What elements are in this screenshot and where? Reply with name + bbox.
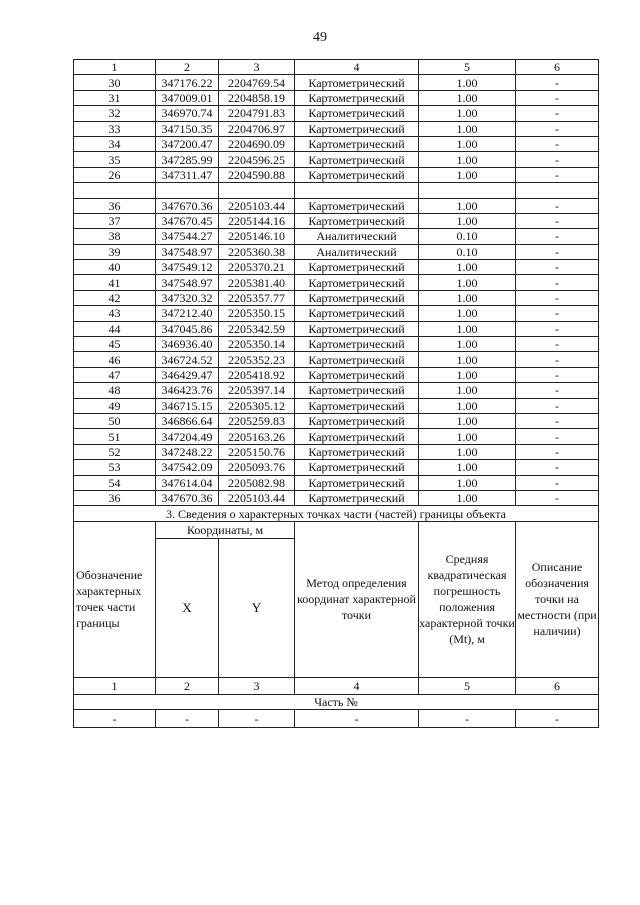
accuracy-cell: 1.00 [419,475,516,490]
description-cell: - [516,75,599,90]
accuracy-cell: 1.00 [419,290,516,305]
column-number: 5 [419,60,516,75]
description-cell: - [516,460,599,475]
x-coordinate-cell: 347614.04 [156,475,219,490]
column-number: 5 [419,677,516,694]
description-cell: - [516,352,599,367]
x-coordinate-cell: 347544.27 [156,229,219,244]
x-coordinate-cell: 346715.15 [156,398,219,413]
method-cell: Картометрический [295,352,419,367]
point-number-cell: 39 [74,244,156,259]
column-number-row-2 [74,677,599,694]
y-coordinate-cell: 2205342.59 [219,321,295,336]
x-coordinate-cell: 346970.74 [156,106,219,121]
method-cell: Картометрический [295,213,419,228]
y-coordinate-cell: 2205146.10 [219,229,295,244]
point-number-cell: 42 [74,290,156,305]
description-cell: - [516,136,599,151]
x-coordinate-cell: 347320.32 [156,290,219,305]
x-coordinate-cell: 346429.47 [156,367,219,382]
y-coordinate-cell: 2205093.76 [219,460,295,475]
column-number: 1 [74,677,156,694]
table-row [74,260,599,275]
description-cell: - [516,306,599,321]
point-number-cell: 47 [74,367,156,382]
method-cell: Картометрический [295,152,419,167]
x-coordinate-cell: 347045.86 [156,321,219,336]
part-label: Часть № [74,694,599,709]
y-coordinate-cell: 2204590.88 [219,167,295,182]
description-cell: - [516,152,599,167]
x-coordinate-cell: 347200.47 [156,136,219,151]
accuracy-cell: 1.00 [419,383,516,398]
x-coordinate-cell: 346936.40 [156,337,219,352]
y-coordinate-cell: 2205103.44 [219,198,295,213]
blank-separator-row [74,183,599,198]
method-cell: Картометрический [295,260,419,275]
table-row [74,167,599,182]
description-cell: - [516,229,599,244]
x-coordinate-cell: 347150.35 [156,121,219,136]
header-coords: Координаты, м [156,521,295,538]
table-row [74,213,599,228]
y-coordinate-cell: 2204791.83 [219,106,295,121]
x-coordinate-cell: 347548.97 [156,244,219,259]
table-row [74,121,599,136]
method-cell: Картометрический [295,383,419,398]
x-coordinate-cell: 347248.22 [156,444,219,459]
y-coordinate-cell: 2204706.97 [219,121,295,136]
table-row [74,429,599,444]
accuracy-cell: 1.00 [419,460,516,475]
column-number: 4 [295,677,419,694]
accuracy-cell: 1.00 [419,121,516,136]
point-number-cell: 36 [74,198,156,213]
accuracy-cell: 0.10 [419,229,516,244]
method-cell: Картометрический [295,136,419,151]
accuracy-cell: 1.00 [419,490,516,505]
description-cell: - [516,490,599,505]
description-cell: - [516,337,599,352]
y-coordinate-cell: 2205370.21 [219,260,295,275]
description-cell: - [516,198,599,213]
description-cell: - [516,290,599,305]
point-number-cell: 54 [74,475,156,490]
y-coordinate-cell: 2204690.09 [219,136,295,151]
point-number-cell: 36 [74,490,156,505]
header-desc: Описание обозначения точки на местности (при наличии) [516,521,599,677]
accuracy-cell: 1.00 [419,321,516,336]
section-title: 3. Сведения о характерных точках части (частей) границы объекта [74,506,599,521]
method-cell: Картометрический [295,398,419,413]
x-coordinate-cell: 347670.36 [156,198,219,213]
accuracy-cell: 1.00 [419,90,516,105]
point-number-cell: 48 [74,383,156,398]
table-row [74,136,599,151]
empty-value: - [516,710,599,728]
table-row [74,198,599,213]
method-cell: Картометрический [295,275,419,290]
point-number-cell: 49 [74,398,156,413]
method-cell: Картометрический [295,121,419,136]
x-coordinate-cell: 347311.47 [156,167,219,182]
method-cell: Аналитический [295,244,419,259]
accuracy-cell: 1.00 [419,136,516,151]
x-coordinate-cell: 347285.99 [156,152,219,167]
description-cell: - [516,260,599,275]
x-coordinate-cell: 347549.12 [156,260,219,275]
column-number: 6 [516,60,599,75]
y-coordinate-cell: 2204858.19 [219,90,295,105]
table-row [74,275,599,290]
description-cell: - [516,167,599,182]
points-table [73,59,599,728]
header-mt: Средняя квадратическая погрешность положения характерной точки (Mt), м [419,521,516,677]
accuracy-cell: 0.10 [419,244,516,259]
x-coordinate-cell: 347548.97 [156,275,219,290]
point-number-cell: 37 [74,213,156,228]
method-cell: Картометрический [295,321,419,336]
header-y: Y [219,538,295,677]
method-cell: Картометрический [295,490,419,505]
x-coordinate-cell: 347542.09 [156,460,219,475]
table-row [74,383,599,398]
method-cell: Картометрический [295,413,419,428]
header-row-1 [74,521,599,538]
table-row [74,444,599,459]
column-number-row [74,60,599,75]
accuracy-cell: 1.00 [419,413,516,428]
y-coordinate-cell: 2205381.40 [219,275,295,290]
empty-value: - [219,710,295,728]
method-cell: Картометрический [295,167,419,182]
description-cell: - [516,321,599,336]
table-row [74,367,599,382]
point-number-cell: 41 [74,275,156,290]
table-row [74,321,599,336]
x-coordinate-cell: 346724.52 [156,352,219,367]
description-cell: - [516,398,599,413]
header-method: Метод определения координат характерной точки [295,521,419,677]
y-coordinate-cell: 2205150.76 [219,444,295,459]
column-number: 3 [219,677,295,694]
x-coordinate-cell: 347009.01 [156,90,219,105]
y-coordinate-cell: 2205352.23 [219,352,295,367]
method-cell: Картометрический [295,337,419,352]
point-number-cell: 52 [74,444,156,459]
column-number: 6 [516,677,599,694]
point-number-cell: 46 [74,352,156,367]
table-row [74,460,599,475]
x-coordinate-cell: 347670.36 [156,490,219,505]
y-coordinate-cell: 2205082.98 [219,475,295,490]
description-cell: - [516,213,599,228]
empty-values-row [74,710,599,728]
x-coordinate-cell: 347176.22 [156,75,219,90]
y-coordinate-cell: 2205305.12 [219,398,295,413]
method-cell: Картометрический [295,198,419,213]
y-coordinate-cell: 2204769.54 [219,75,295,90]
point-number-cell: 40 [74,260,156,275]
section-title-row [74,506,599,521]
point-number-cell: 33 [74,121,156,136]
table-row [74,475,599,490]
table-row [74,75,599,90]
description-cell: - [516,90,599,105]
point-number-cell: 31 [74,90,156,105]
point-number-cell: 38 [74,229,156,244]
accuracy-cell: 1.00 [419,152,516,167]
x-coordinate-cell: 347212.40 [156,306,219,321]
table-row [74,244,599,259]
method-cell: Картометрический [295,444,419,459]
table-row [74,413,599,428]
accuracy-cell: 1.00 [419,75,516,90]
description-cell: - [516,475,599,490]
y-coordinate-cell: 2205163.26 [219,429,295,444]
description-cell: - [516,106,599,121]
table-row [74,490,599,505]
y-coordinate-cell: 2205350.15 [219,306,295,321]
table-row [74,290,599,305]
method-cell: Картометрический [295,75,419,90]
table-row [74,106,599,121]
table-row [74,229,599,244]
point-number-cell: 44 [74,321,156,336]
column-number: 1 [74,60,156,75]
column-number: 2 [156,60,219,75]
table-row [74,337,599,352]
y-coordinate-cell: 2205103.44 [219,490,295,505]
accuracy-cell: 1.00 [419,352,516,367]
point-number-cell: 51 [74,429,156,444]
part-row [74,694,599,709]
accuracy-cell: 1.00 [419,167,516,182]
point-number-cell: 32 [74,106,156,121]
point-number-cell: 45 [74,337,156,352]
empty-value: - [419,710,516,728]
method-cell: Картометрический [295,290,419,305]
description-cell: - [516,413,599,428]
description-cell: - [516,383,599,398]
accuracy-cell: 1.00 [419,106,516,121]
accuracy-cell: 1.00 [419,429,516,444]
x-coordinate-cell: 347204.49 [156,429,219,444]
y-coordinate-cell: 2205418.92 [219,367,295,382]
y-coordinate-cell: 2205360.38 [219,244,295,259]
accuracy-cell: 1.00 [419,275,516,290]
accuracy-cell: 1.00 [419,306,516,321]
table-row [74,90,599,105]
y-coordinate-cell: 2205397.14 [219,383,295,398]
point-number-cell: 30 [74,75,156,90]
description-cell: - [516,244,599,259]
method-cell: Картометрический [295,106,419,121]
header-point: Обозначение характерных точек части границы [74,521,156,677]
point-number-cell: 43 [74,306,156,321]
method-cell: Картометрический [295,306,419,321]
column-number: 2 [156,677,219,694]
page-number: 49 [313,30,327,45]
table-row [74,398,599,413]
accuracy-cell: 1.00 [419,198,516,213]
method-cell: Аналитический [295,229,419,244]
table-row [74,306,599,321]
accuracy-cell: 1.00 [419,260,516,275]
header-x: X [156,538,219,677]
description-cell: - [516,121,599,136]
empty-value: - [156,710,219,728]
description-cell: - [516,444,599,459]
empty-value: - [74,710,156,728]
point-number-cell: 34 [74,136,156,151]
method-cell: Картометрический [295,475,419,490]
table-row [74,352,599,367]
method-cell: Картометрический [295,90,419,105]
table-row [74,152,599,167]
point-number-cell: 35 [74,152,156,167]
column-number: 4 [295,60,419,75]
point-number-cell: 26 [74,167,156,182]
y-coordinate-cell: 2205357.77 [219,290,295,305]
accuracy-cell: 1.00 [419,398,516,413]
description-cell: - [516,275,599,290]
y-coordinate-cell: 2204596.25 [219,152,295,167]
column-number: 3 [219,60,295,75]
x-coordinate-cell: 346866.64 [156,413,219,428]
method-cell: Картометрический [295,429,419,444]
y-coordinate-cell: 2205350.14 [219,337,295,352]
description-cell: - [516,367,599,382]
point-number-cell: 53 [74,460,156,475]
accuracy-cell: 1.00 [419,444,516,459]
description-cell: - [516,429,599,444]
accuracy-cell: 1.00 [419,213,516,228]
y-coordinate-cell: 2205144.16 [219,213,295,228]
x-coordinate-cell: 346423.76 [156,383,219,398]
x-coordinate-cell: 347670.45 [156,213,219,228]
method-cell: Картометрический [295,367,419,382]
method-cell: Картометрический [295,460,419,475]
y-coordinate-cell: 2205259.83 [219,413,295,428]
point-number-cell: 50 [74,413,156,428]
accuracy-cell: 1.00 [419,337,516,352]
accuracy-cell: 1.00 [419,367,516,382]
empty-value: - [295,710,419,728]
